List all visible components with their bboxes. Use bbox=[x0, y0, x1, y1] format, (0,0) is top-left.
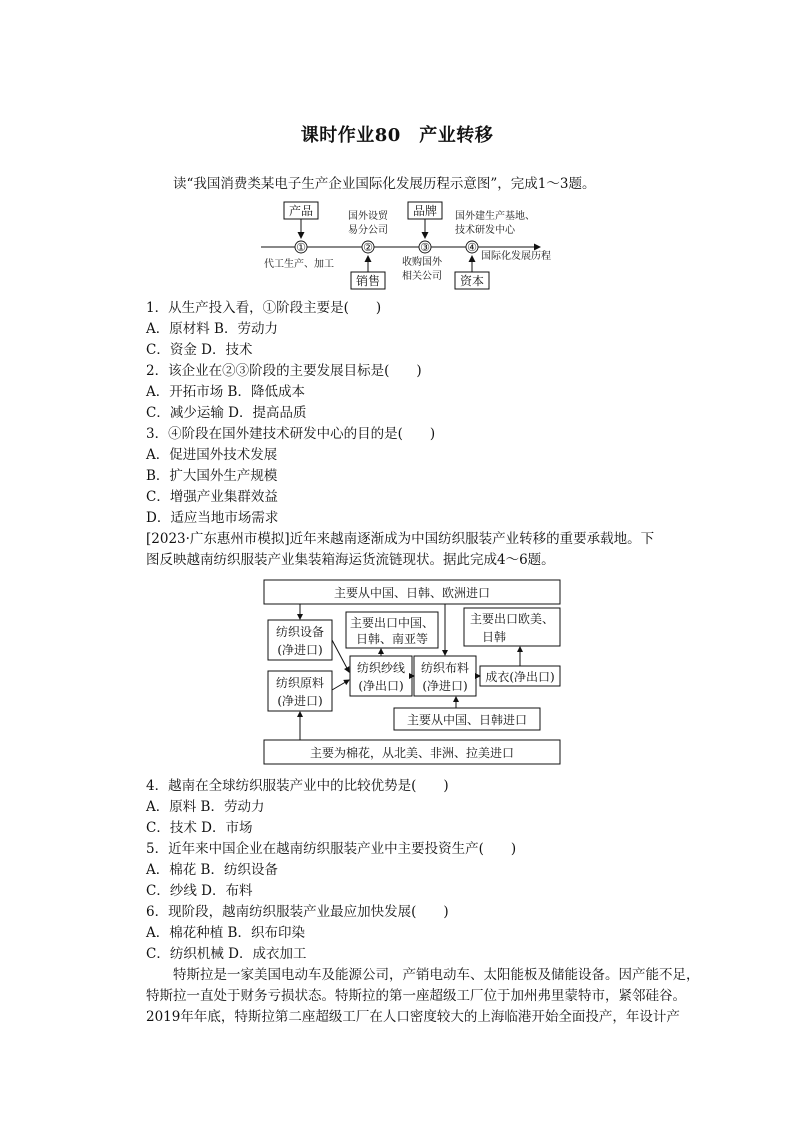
label-oem: 代工生产、加工 bbox=[264, 259, 334, 270]
box-brand: 品牌 bbox=[412, 204, 438, 218]
question-1-stem: 1．从生产投入看，①阶段主要是( ) bbox=[146, 300, 382, 316]
box-equipment-line2: (净进口) bbox=[277, 643, 323, 657]
box-yarn-line1: 纺织纱线 bbox=[356, 661, 406, 675]
node-3: ③ bbox=[420, 241, 430, 254]
question-3-stem: 3．④阶段在国外建技术研发中心的目的是( ) bbox=[146, 426, 436, 442]
question-3-option-b: B．扩大国外生产规模 bbox=[146, 468, 278, 484]
label-acquisition-line1: 收购国外 bbox=[402, 257, 442, 268]
question-5-stem: 5．近年来中国企业在越南纺织服装产业中主要投资生产( ) bbox=[146, 841, 517, 857]
box-fabric-line1: 纺织布料 bbox=[420, 661, 470, 675]
box-raw-material-line1: 纺织原料 bbox=[275, 676, 325, 690]
question-6-options-cd: C．纺织机械 D．成衣加工 bbox=[146, 946, 307, 962]
box-export-eu-line1: 主要出口欧美、 bbox=[469, 612, 555, 626]
question-5-options-ab: A．棉花 B．纺织设备 bbox=[146, 862, 278, 878]
diagram-development-course bbox=[255, 198, 575, 292]
question-6-options-ab: A．棉花种植 B．织布印染 bbox=[146, 925, 305, 941]
diagram-vietnam-textile-chain bbox=[262, 578, 564, 766]
tesla-passage-line2: 特斯拉一直处于财务亏损状态。特斯拉的第一座超级工厂位于加州弗里蒙特市，紧邻硅谷。 bbox=[146, 988, 686, 1004]
intro-passage-2-line1: [2023·广东惠州市模拟]近年来越南逐渐成为中国纺织服装产业转移的重要承载地。下 bbox=[146, 531, 655, 547]
box-bottom-cotton: 主要为棉花，从北美、非洲、拉美进口 bbox=[309, 746, 515, 760]
node-2: ② bbox=[363, 241, 373, 254]
question-3-option-a: A．促进国外技术发展 bbox=[146, 447, 278, 463]
node-1: ① bbox=[296, 241, 306, 254]
intro-passage-2-line2: 图反映越南纺织服装产业集装箱海运货流链现状。据此完成4～6题。 bbox=[146, 552, 555, 568]
label-trade-company-line1: 国外设贸 bbox=[348, 211, 388, 222]
question-2-stem: 2．该企业在②③阶段的主要发展目标是( ) bbox=[146, 363, 422, 379]
box-raw-material-line2: (净进口) bbox=[277, 694, 323, 708]
box-import-cn-jp-kr: 主要从中国、日韩进口 bbox=[406, 713, 528, 727]
question-2-options-cd: C．减少运输 D．提高品质 bbox=[146, 405, 307, 421]
question-4-options-cd: C．技术 D．市场 bbox=[146, 820, 253, 836]
tesla-passage-line1: 特斯拉是一家美国电动车及能源公司，产销电动车、太阳能板及储能设备。因产能不足， bbox=[173, 967, 700, 983]
question-4-options-ab: A．原料 B．劳动力 bbox=[146, 799, 265, 815]
label-acquisition-line2: 相关公司 bbox=[402, 271, 442, 282]
tesla-passage-line3: 2019年年底，特斯拉第二座超级工厂在人口密度较大的上海临港开始全面投产，年设计产 bbox=[146, 1009, 680, 1025]
page-title: 课时作业80 产业转移 bbox=[300, 125, 494, 146]
question-1-options-ab: A．原材料 B．劳动力 bbox=[146, 321, 278, 337]
question-6-stem: 6．现阶段，越南纺织服装产业最应加快发展( ) bbox=[146, 904, 449, 920]
question-5-options-cd: C．纱线 D．布料 bbox=[146, 883, 253, 899]
label-course: 国际化发展历程 bbox=[481, 251, 551, 262]
question-3-option-d: D．适应当地市场需求 bbox=[146, 510, 279, 526]
box-export-china-line2: 日韩、南亚等 bbox=[355, 632, 429, 646]
question-4-stem: 4．越南在全球纺织服装产业中的比较优势是( ) bbox=[146, 778, 449, 794]
intro-passage-1: 读“我国消费类某电子生产企业国际化发展历程示意图”，完成1～3题。 bbox=[173, 176, 596, 192]
question-2-options-ab: A．开拓市场 B．降低成本 bbox=[146, 384, 305, 400]
box-sales: 销售 bbox=[355, 274, 381, 288]
box-top-imports: 主要从中国、日韩、欧洲进口 bbox=[333, 586, 491, 600]
box-garment: 成衣(净出口) bbox=[485, 670, 555, 684]
label-trade-company-line2: 易分公司 bbox=[348, 225, 388, 236]
box-export-eu-line2: 日韩 bbox=[482, 630, 507, 644]
box-capital: 资本 bbox=[459, 274, 485, 288]
question-1-options-cd: C．资金 D．技术 bbox=[146, 342, 253, 358]
box-export-china-line1: 主要出口中国、 bbox=[349, 616, 435, 630]
box-equipment-line1: 纺织设备 bbox=[275, 625, 325, 639]
box-fabric-line2: (净进口) bbox=[422, 679, 468, 693]
label-rd-center-line2: 技术研发中心 bbox=[455, 225, 515, 236]
question-3-option-c: C．增强产业集群效益 bbox=[146, 489, 278, 505]
box-yarn-line2: (净出口) bbox=[358, 679, 404, 693]
node-4: ④ bbox=[467, 241, 477, 254]
box-product: 产品 bbox=[288, 204, 314, 218]
label-rd-center-line1: 国外建生产基地、 bbox=[455, 211, 535, 222]
